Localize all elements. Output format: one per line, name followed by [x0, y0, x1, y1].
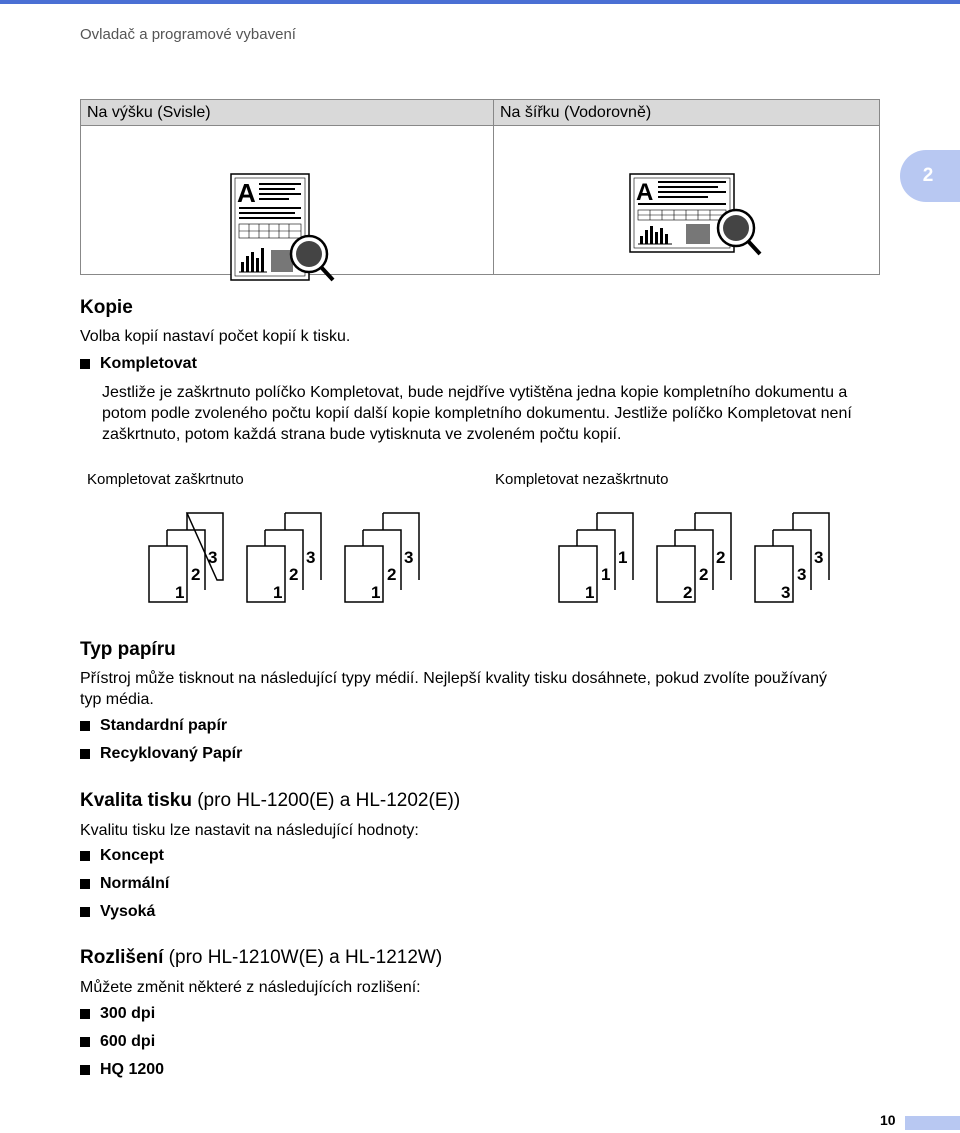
- uncollated-page1-copy1: 1: [585, 583, 595, 602]
- landscape-header: Na šířku (Vodorovně): [494, 100, 880, 126]
- portrait-document-icon: [229, 172, 339, 284]
- paper-type-heading: Typ papíru: [80, 639, 176, 660]
- uncollated-page3-copy2: 3: [797, 565, 807, 584]
- bullet-square-icon: [80, 721, 90, 731]
- uncollated-page1-copy2: 1: [601, 565, 611, 584]
- portrait-header: Na výšku (Svisle): [81, 100, 494, 126]
- collated-label: Kompletovat zaškrtnuto: [87, 471, 244, 488]
- quality-option-label: Koncept: [100, 847, 164, 864]
- collate-bullet-label: Kompletovat: [100, 355, 197, 372]
- resolution-option-label: HQ 1200: [100, 1061, 165, 1078]
- bullet-square-icon: [80, 359, 90, 369]
- print-quality-intro: Kvalitu tisku lze nastavit na následující hodnoty:: [80, 822, 419, 839]
- collated-set2-page1: 1: [273, 583, 283, 602]
- paper-option-label: Standardní papír: [100, 717, 228, 734]
- paper-option: [80, 717, 227, 735]
- paper-type-intro-line2: typ média.: [80, 691, 154, 708]
- print-quality-heading: [80, 790, 460, 812]
- uncollated-page2-copy2: 2: [699, 565, 709, 584]
- bullet-square-icon: [80, 1037, 90, 1047]
- paper-type-intro-line1: Přístroj může tisknout na následující typy médií. Nejlepší kvality tisku dosáhnete, pokud zvolíte používaný: [80, 670, 828, 687]
- resolution-option-label: 300 dpi: [100, 1005, 156, 1022]
- resolution-intro: Můžete změnit některé z následujících rozlišení:: [80, 979, 421, 996]
- quality-option: [80, 903, 155, 921]
- quality-option-label: Vysoká: [100, 903, 156, 920]
- bullet-square-icon: [80, 749, 90, 759]
- paper-option: [80, 745, 242, 763]
- doc-letter-landscape: A: [636, 179, 654, 206]
- collated-set3-page2: 2: [387, 565, 397, 584]
- collate-description-line3: zaškrtnuto, potom každá strana bude vytisknuta ve zvoleném počtu kopií.: [102, 426, 622, 443]
- footer-bar: [905, 1116, 960, 1130]
- uncollated-illustration: [555, 510, 845, 606]
- resolution-option: [80, 1061, 164, 1079]
- collate-description-line1: Jestliže je zaškrtnuto políčko Kompletovat, bude nejdříve vytištěna jedna kopie kompletního dokumentu a: [102, 384, 848, 401]
- collated-illustration: [145, 510, 435, 606]
- collated-set3-page3: 3: [404, 548, 414, 567]
- chapter-tab: 2: [900, 150, 960, 202]
- top-rule: [0, 0, 960, 4]
- uncollated-page1-copy3: 1: [618, 548, 628, 567]
- print-quality-title: Kvalita tisku: [80, 790, 192, 811]
- collate-bullet: [80, 355, 197, 373]
- resolution-models: (pro HL-1210W(E) a HL-1212W): [163, 947, 443, 968]
- print-quality-models: (pro HL-1200(E) a HL-1202(E)): [191, 790, 461, 811]
- collate-description-line2: potom podle zvoleného počtu kopií další kopie kompletního dokumentu. Jestliže políčko Kompletovat není: [102, 405, 852, 422]
- bullet-square-icon: [80, 879, 90, 889]
- resolution-option-label: 600 dpi: [100, 1033, 156, 1050]
- quality-option-label: Normální: [100, 875, 170, 892]
- paper-option-label: Recyklovaný Papír: [100, 745, 243, 762]
- bullet-square-icon: [80, 1065, 90, 1075]
- quality-option: [80, 847, 164, 865]
- resolution-heading: [80, 947, 442, 969]
- running-header: Ovladač a programové vybavení: [80, 26, 296, 43]
- collated-set1-page3: 3: [208, 548, 218, 567]
- orientation-table: [80, 99, 880, 275]
- resolution-option: [80, 1005, 155, 1023]
- collated-set1-page2: 2: [191, 565, 201, 584]
- copies-heading: Kopie: [80, 297, 133, 318]
- landscape-cell: [494, 126, 880, 275]
- uncollated-page2-copy3: 2: [716, 548, 726, 567]
- uncollated-page3-copy3: 3: [814, 548, 824, 567]
- collated-set3-page1: 1: [371, 583, 381, 602]
- copies-intro: Volba kopií nastaví počet kopií k tisku.: [80, 328, 351, 345]
- resolution-title: Rozlišení: [80, 947, 164, 968]
- collated-set1-page1: 1: [175, 583, 185, 602]
- uncollated-page3-copy1: 3: [781, 583, 791, 602]
- bullet-square-icon: [80, 851, 90, 861]
- uncollated-label: Kompletovat nezaškrtnuto: [495, 471, 669, 488]
- resolution-option: [80, 1033, 155, 1051]
- landscape-document-icon: [628, 172, 768, 262]
- quality-option: [80, 875, 169, 893]
- collated-set2-page3: 3: [306, 548, 316, 567]
- bullet-square-icon: [80, 1009, 90, 1019]
- portrait-cell: [81, 126, 494, 275]
- page-number: 10: [880, 1112, 896, 1128]
- uncollated-page2-copy1: 2: [683, 583, 693, 602]
- doc-letter: A: [237, 178, 256, 208]
- collated-set2-page2: 2: [289, 565, 299, 584]
- bullet-square-icon: [80, 907, 90, 917]
